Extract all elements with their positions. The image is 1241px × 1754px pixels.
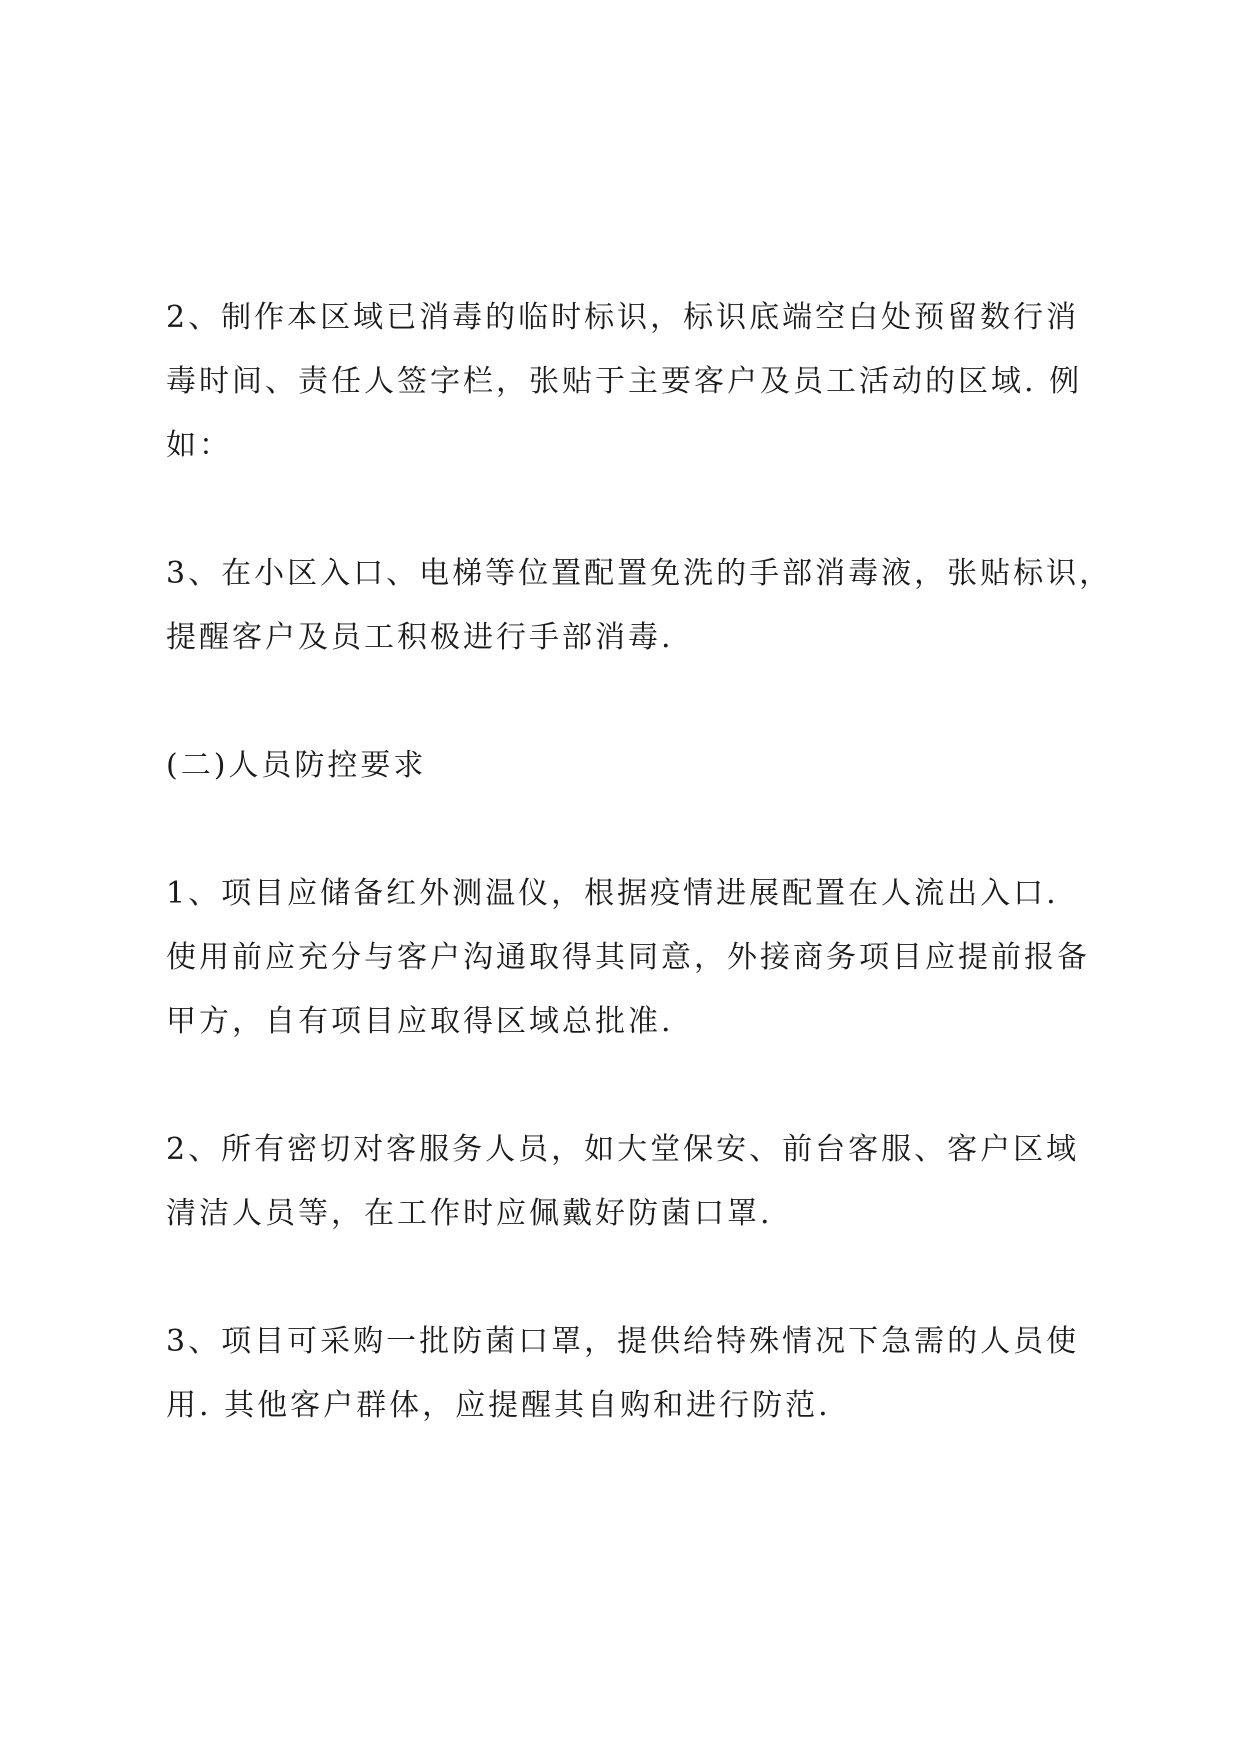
text-line: 清洁人员等，在工作时应佩戴好防菌口罩. — [166, 1196, 773, 1231]
text-line: 甲方，自有项目应取得区域总批准. — [166, 1004, 674, 1039]
text-line: 3、项目可采购一批防菌口罩，提供给特殊情况下急需的人员使 — [166, 1324, 1080, 1359]
paragraph-thermometer — [166, 862, 1106, 1054]
text-line: 2、制作本区域已消毒的临时标识，标识底端空白处预留数行消 — [166, 300, 1080, 335]
text-line: 使用前应充分与客户沟通取得其同意，外接商务项目应提前报备 — [166, 940, 1090, 975]
paragraph-masks-purchase — [166, 1310, 1106, 1438]
text-line: 如： — [166, 428, 232, 463]
section-heading-personnel-control — [166, 734, 1106, 798]
text-line: 2、所有密切对客服务人员，如大堂保安、前台客服、客户区域 — [166, 1132, 1080, 1167]
paragraph-masks-staff — [166, 1118, 1106, 1246]
text-line: 用. 其他客户群体，应提醒其自购和进行防范. — [166, 1388, 831, 1423]
text-line: (二)人员防控要求 — [166, 748, 427, 783]
document-body — [166, 286, 1113, 1438]
text-line: 3、在小区入口、电梯等位置配置免洗的手部消毒液，张贴标识， — [166, 556, 1113, 591]
text-line: 毒时间、责任人签字栏，张贴于主要客户及员工活动的区域. 例 — [166, 364, 1083, 399]
text-line: 提醒客户及员工积极进行手部消毒. — [166, 620, 674, 655]
paragraph-hand-sanitizer — [166, 542, 1113, 670]
text-line: 1、项目应储备红外测温仪，根据疫情进展配置在人流出入口. — [166, 876, 1059, 911]
paragraph-disinfection-sign — [166, 286, 1106, 478]
